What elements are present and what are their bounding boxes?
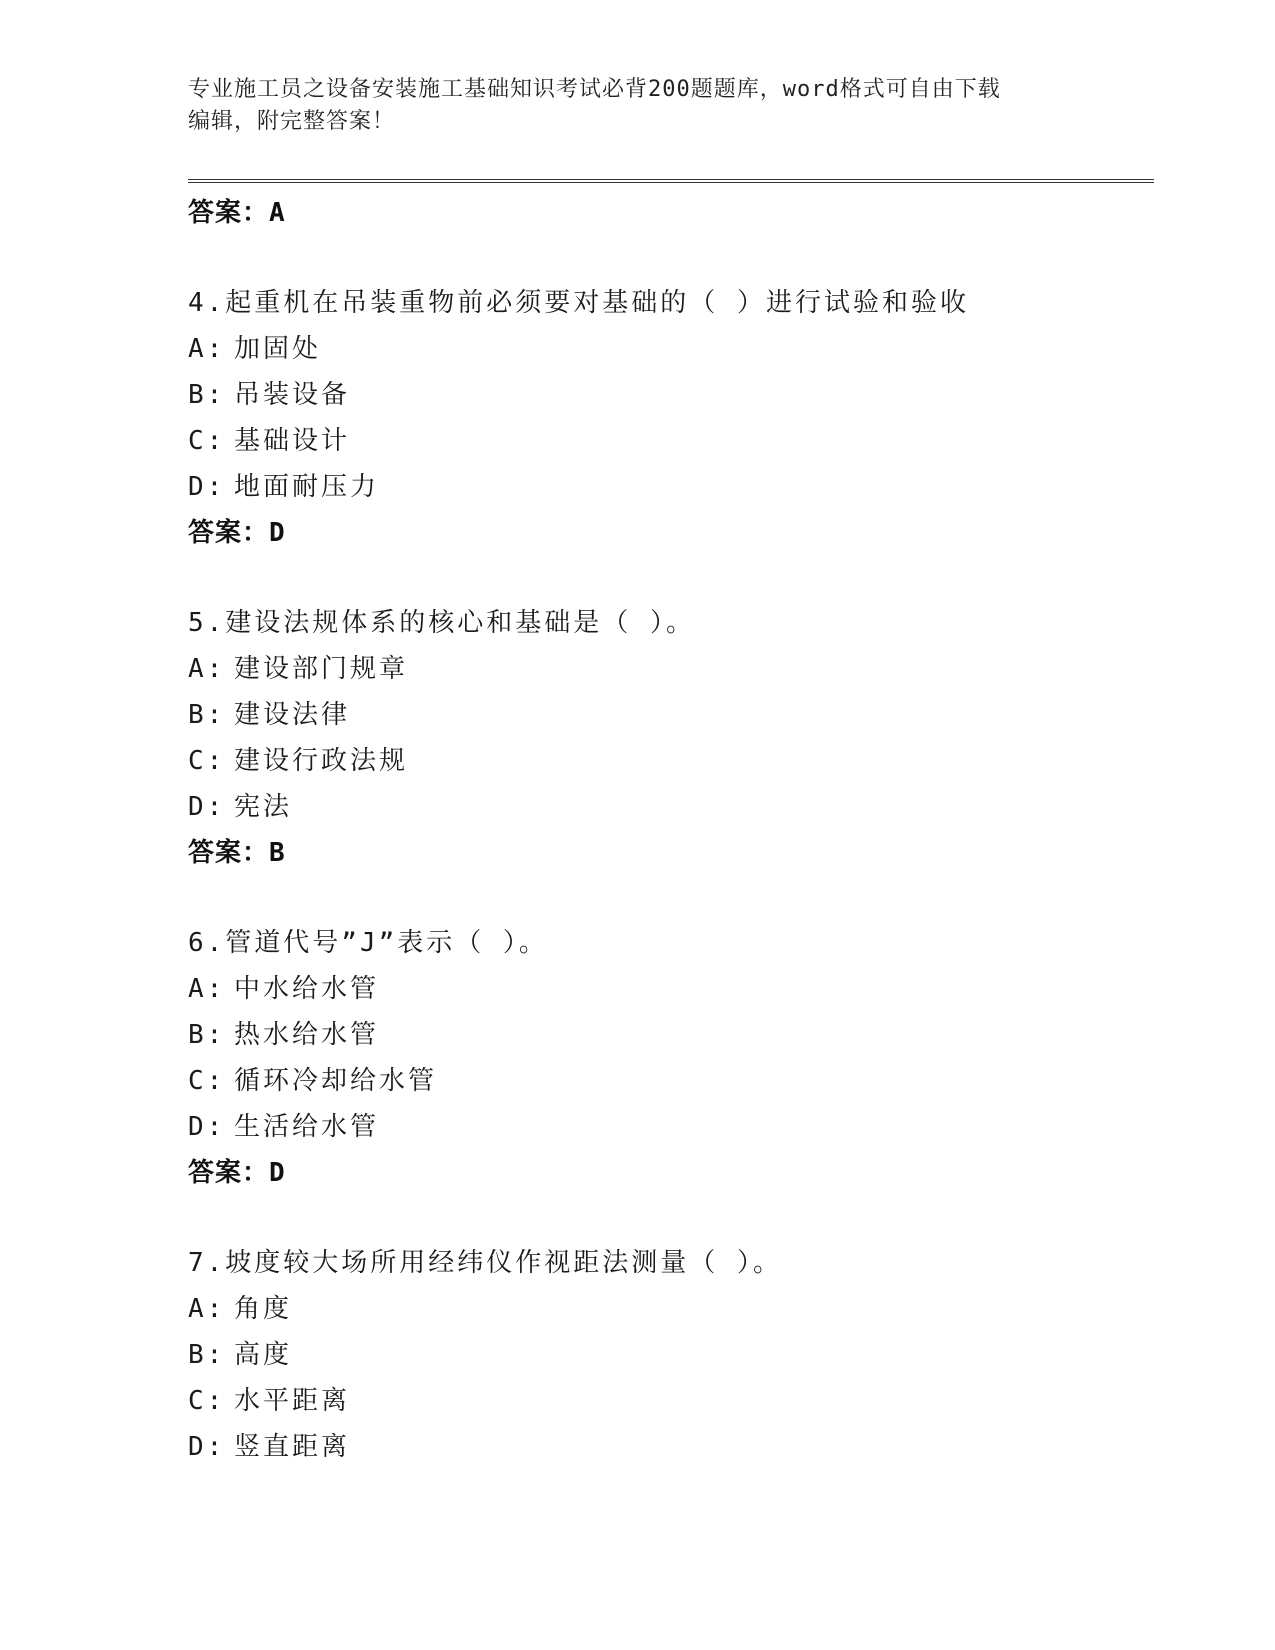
option-a: [188, 326, 1148, 372]
question-stem: 6.管道代号”J”表示（ ）。: [188, 928, 548, 958]
option-text: 建设部门规章: [234, 654, 409, 684]
document-header: [188, 74, 1088, 138]
option-text: 吊装设备: [234, 380, 351, 410]
option-key: C:: [188, 426, 226, 456]
option-key: B:: [188, 1340, 226, 1370]
option-d: [188, 1424, 1148, 1470]
answer-label: 答案：: [188, 1158, 270, 1188]
option-key: A:: [188, 1294, 226, 1324]
header-double-rule: [188, 179, 1154, 183]
option-key: D:: [188, 1112, 226, 1142]
option-key: D:: [188, 792, 226, 822]
answer-value: A: [269, 198, 286, 228]
header-title-line-1: 专业施工员之设备安装施工基础知识考试必背200题题库，word格式可自由下载: [188, 77, 1001, 102]
option-text: 循环冷却给水管: [234, 1066, 438, 1096]
option-text: 地面耐压力: [234, 472, 380, 502]
option-key: A:: [188, 974, 226, 1004]
option-key: A:: [188, 654, 226, 684]
option-d: [188, 1104, 1148, 1150]
question-stem: 4.起重机在吊装重物前必须要对基础的（ ）进行试验和验收: [188, 288, 969, 318]
answer-line: [188, 1150, 1148, 1196]
option-key: C:: [188, 746, 226, 776]
option-text: 中水给水管: [234, 974, 380, 1004]
option-c: [188, 418, 1148, 464]
option-text: 基础设计: [234, 426, 351, 456]
option-text: 热水给水管: [234, 1020, 380, 1050]
question-6: [188, 920, 1148, 1196]
option-text: 水平距离: [234, 1386, 351, 1416]
option-text: 建设法律: [234, 700, 351, 730]
option-a: [188, 1286, 1148, 1332]
option-c: [188, 1378, 1148, 1424]
question-5: [188, 600, 1148, 876]
option-text: 角度: [234, 1294, 293, 1324]
option-key: B:: [188, 380, 226, 410]
option-key: C:: [188, 1386, 226, 1416]
answer-label: 答案：: [188, 838, 270, 868]
question-stem: 7.坡度较大场所用经纬仪作视距法测量（ ）。: [188, 1248, 782, 1278]
option-text: 竖直距离: [234, 1432, 351, 1462]
question-list: [188, 190, 1148, 1470]
question-stem: 5.建设法规体系的核心和基础是（ ）。: [188, 608, 695, 638]
option-d: [188, 784, 1148, 830]
question-7: [188, 1240, 1148, 1470]
answer-line-q3: [188, 190, 1148, 236]
answer-label: 答案：: [188, 198, 270, 228]
option-b: [188, 372, 1148, 418]
option-b: [188, 1012, 1148, 1058]
option-key: A:: [188, 334, 226, 364]
option-b: [188, 1332, 1148, 1378]
option-a: [188, 646, 1148, 692]
option-b: [188, 692, 1148, 738]
option-text: 建设行政法规: [234, 746, 409, 776]
option-text: 高度: [234, 1340, 293, 1370]
option-text: 生活给水管: [234, 1112, 380, 1142]
answer-line: [188, 510, 1148, 556]
option-key: D:: [188, 472, 226, 502]
option-key: B:: [188, 1020, 226, 1050]
answer-line: [188, 830, 1148, 876]
answer-value: D: [269, 518, 286, 548]
option-a: [188, 966, 1148, 1012]
option-text: 宪法: [234, 792, 293, 822]
option-text: 加固处: [234, 334, 322, 364]
header-title-line-2: 编辑，附完整答案！: [188, 109, 396, 134]
option-d: [188, 464, 1148, 510]
answer-value: B: [269, 838, 286, 868]
answer-label: 答案：: [188, 518, 270, 548]
option-c: [188, 1058, 1148, 1104]
option-c: [188, 738, 1148, 784]
answer-value: D: [269, 1158, 286, 1188]
option-key: B:: [188, 700, 226, 730]
question-4: [188, 280, 1148, 556]
option-key: C:: [188, 1066, 226, 1096]
option-key: D:: [188, 1432, 226, 1462]
